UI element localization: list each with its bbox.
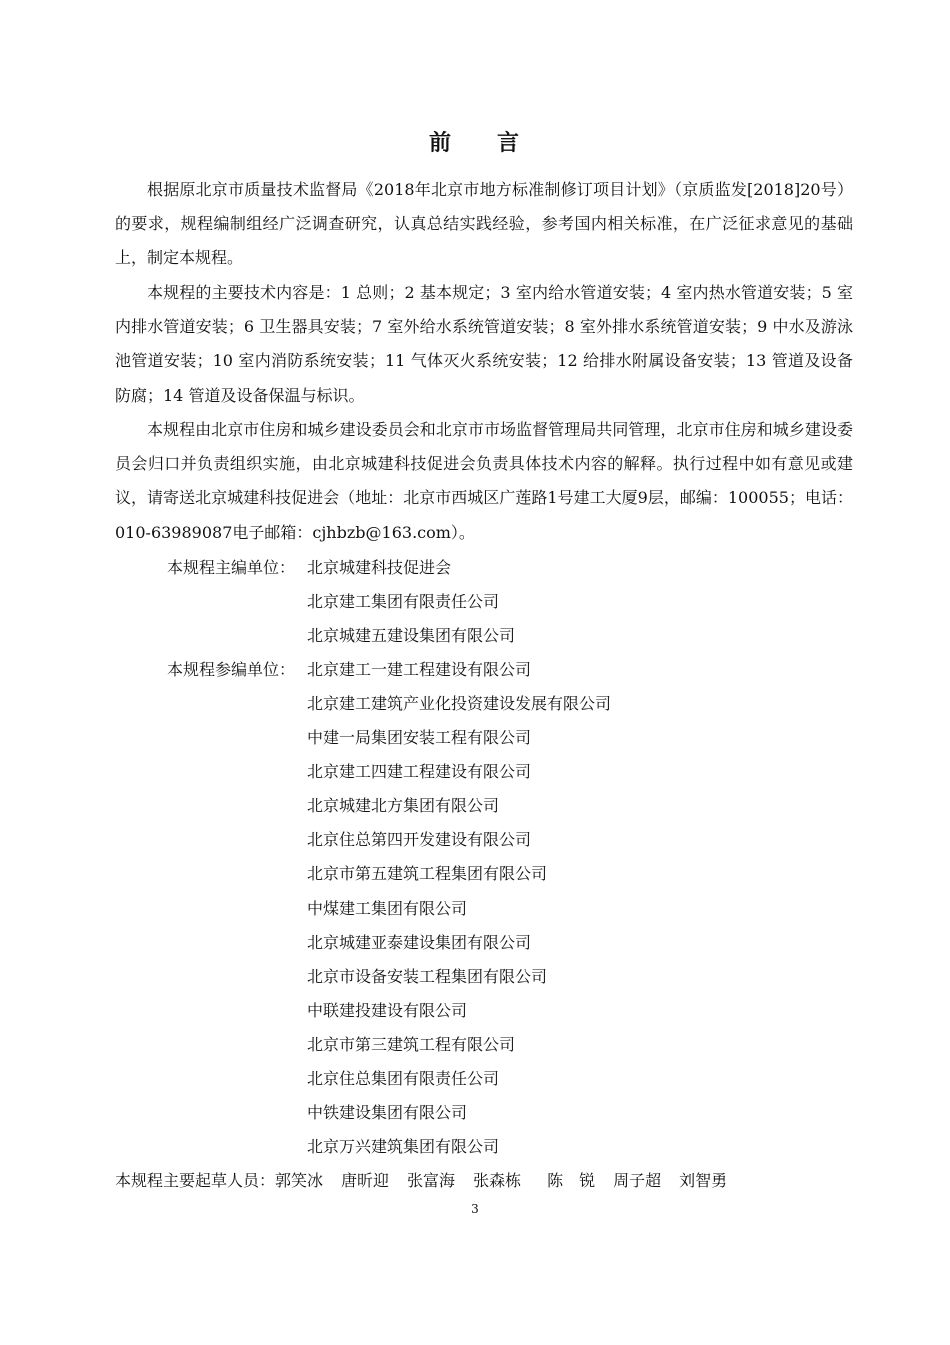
participating-unit: 中煤建工集团有限公司 [307, 899, 468, 918]
participating-unit: 北京城建亚泰建设集团有限公司 [307, 933, 532, 952]
drafter-name: 刘智勇 [679, 1171, 728, 1190]
chief-unit: 北京城建科技促进会 [307, 558, 452, 577]
participating-unit: 北京市第五建筑工程集团有限公司 [307, 864, 548, 883]
participating-unit: 北京市设备安装工程集团有限公司 [307, 967, 548, 986]
drafter-name: 陈锐 [547, 1171, 612, 1190]
participating-unit: 北京城建北方集团有限公司 [307, 796, 500, 815]
paragraph-management: 本规程由北京市住房和城乡建设委员会和北京市市场监督管理局共同管理，北京市住房和城乡建设委员会归口并负责组织实施，由北京城建科技促进会负责具体技术内容的解释。执行过程中如有意见或建议，请寄送北京城建科技促进会（地址：北京市西城区广莲路1号建工大厦9层，邮编：100055；电话：010-63989087电子邮箱：cjhbzb@163.com）。 [115, 420, 853, 542]
drafter-name: 张森栋 [473, 1171, 522, 1190]
title-char-1: 前 [428, 131, 453, 156]
participating-unit: 中铁建设集团有限公司 [307, 1103, 468, 1122]
drafter-name: 郭笑冰 [275, 1171, 324, 1190]
drafter-name: 唐昕迎 [341, 1171, 390, 1190]
drafters-line [115, 1168, 745, 1191]
drafter-name: 张富海 [407, 1171, 456, 1190]
participating-unit: 北京住总第四开发建设有限公司 [307, 830, 532, 849]
participating-unit: 北京建工四建工程建设有限公司 [307, 762, 532, 781]
participating-units-label: 本规程参编单位： [167, 660, 296, 679]
chief-unit: 北京城建五建设集团有限公司 [307, 626, 516, 645]
paragraph-background: 根据原北京市质量技术监督局《2018年北京市地方标准制修订项目计划》（京质监发[2018]20号）的要求，规程编制组经广泛调查研究，认真总结实践经验，参考国内相关标准，在广泛征求意见的基础上，制定本规程。 [115, 180, 853, 268]
participating-unit: 北京万兴建筑集团有限公司 [307, 1137, 500, 1156]
title-char-2: 言 [497, 131, 522, 156]
drafters-label: 本规程主要起草人员： [115, 1171, 276, 1190]
participating-unit: 中联建投建设有限公司 [307, 1001, 468, 1020]
participating-unit: 北京建工建筑产业化投资建设发展有限公司 [307, 694, 612, 713]
drafter-name: 周子超 [613, 1171, 662, 1190]
paragraph-contents: 本规程的主要技术内容是：1 总则；2 基本规定；3 室内给水管道安装；4 室内热水管道安装；5 室内排水管道安装；6 卫生器具安装；7 室外给水系统管道安装；8 室外排水系统管道安装；9 中水及游泳池管道安装；10 室内消防系统安装；11 气体灭火系统安装；12 给排水附属设备安装；13 管道及设备防腐；14 管道及设备保温与标识。 [115, 283, 853, 405]
chief-unit: 北京建工集团有限责任公司 [307, 592, 500, 611]
participating-unit: 北京建工一建工程建设有限公司 [307, 660, 532, 679]
participating-unit: 北京住总集团有限责任公司 [307, 1069, 500, 1088]
participating-unit: 中建一局集团安装工程有限公司 [307, 728, 532, 747]
page-number: 3 [471, 1202, 479, 1216]
page-title [0, 126, 950, 157]
participating-unit: 北京市第三建筑工程有限公司 [307, 1035, 516, 1054]
chief-units-label: 本规程主编单位： [167, 558, 296, 577]
